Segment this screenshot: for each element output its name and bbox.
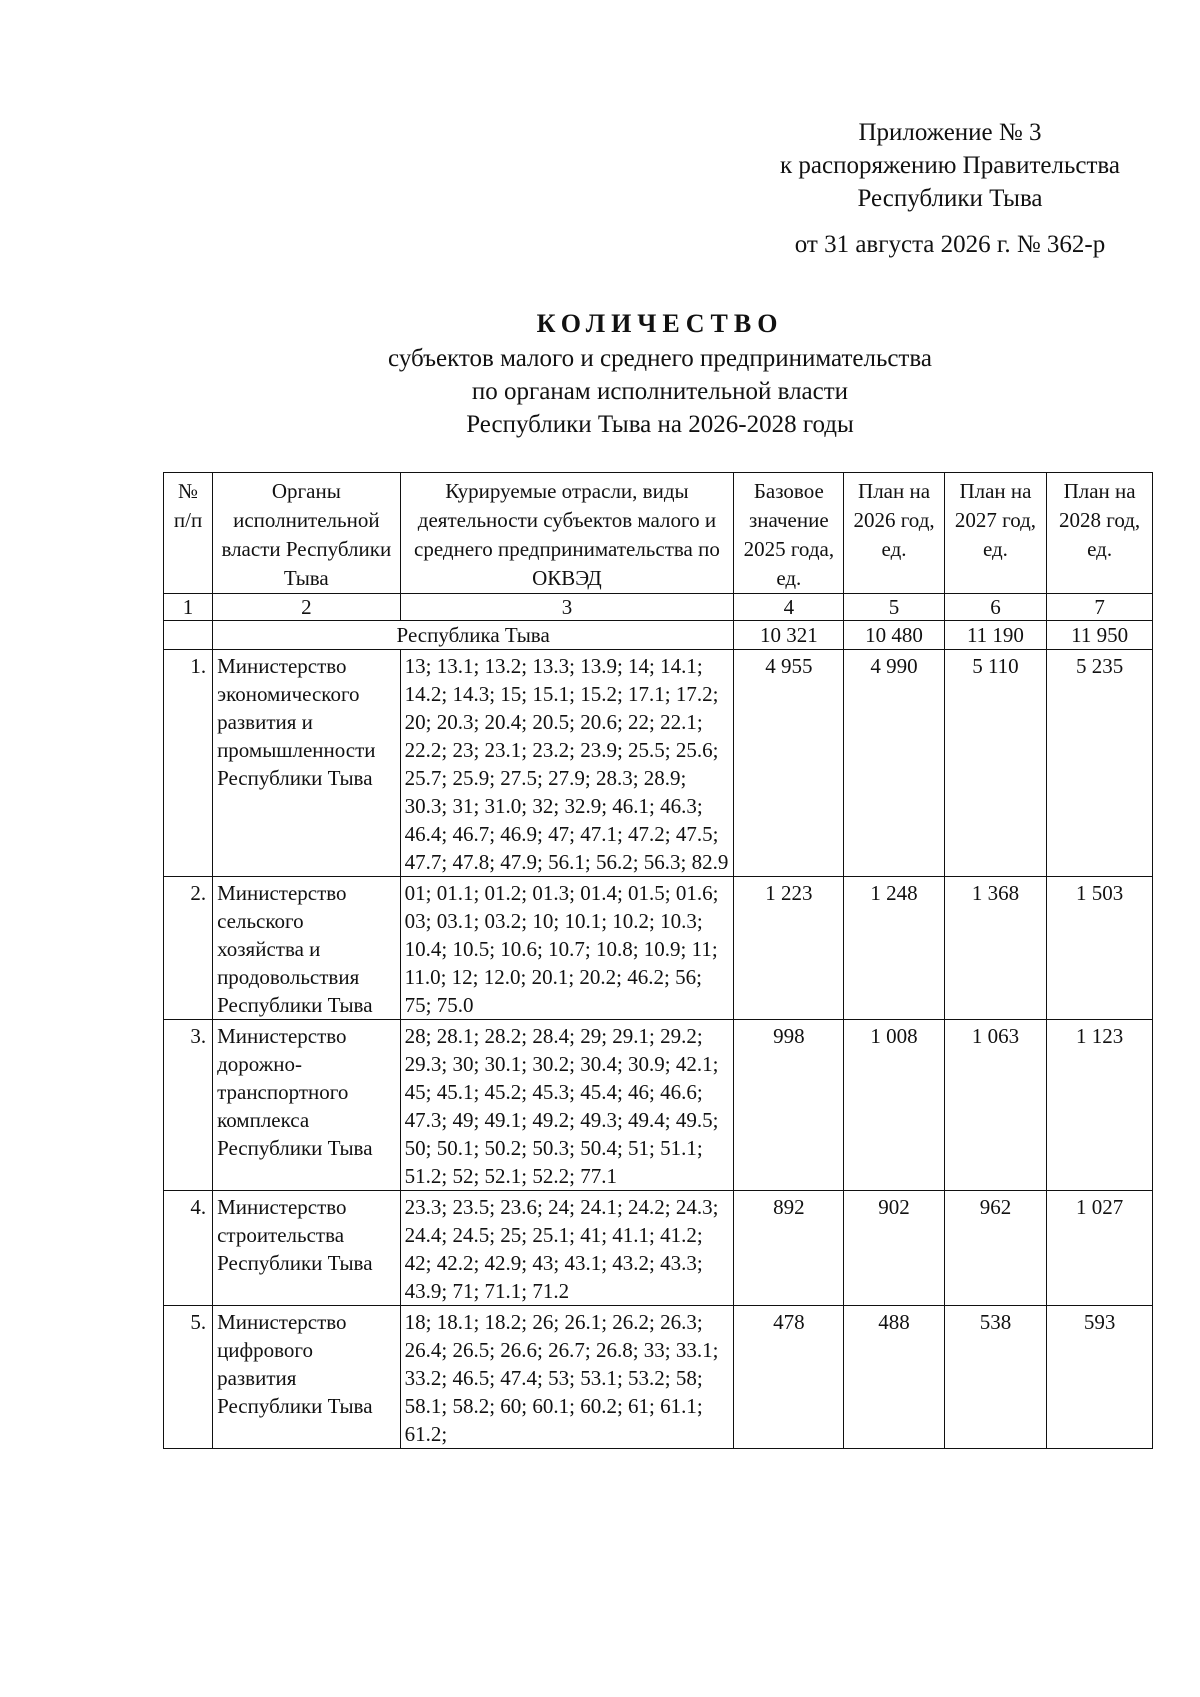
column-number: 2 bbox=[213, 594, 401, 621]
table-row bbox=[164, 650, 1153, 877]
organ-name: Министерство строительства Республики Тыва bbox=[213, 1191, 401, 1306]
column-number: 3 bbox=[400, 594, 734, 621]
header-base-2025: Базовое значение 2025 года, ед. bbox=[734, 473, 844, 594]
plan-2027: 538 bbox=[944, 1306, 1046, 1449]
total-plan-2027: 11 190 bbox=[944, 621, 1046, 650]
header-organ: Органы исполнительной власти Республики Тыва bbox=[213, 473, 401, 594]
table-row bbox=[164, 877, 1153, 1020]
table-row bbox=[164, 1020, 1153, 1191]
table-header-row bbox=[164, 473, 1153, 594]
row-number: 3. bbox=[164, 1020, 213, 1191]
plan-2028: 593 bbox=[1047, 1306, 1153, 1449]
title-main: КОЛИЧЕСТВО bbox=[536, 309, 784, 338]
total-row bbox=[164, 621, 1153, 650]
plan-2028: 1 123 bbox=[1047, 1020, 1153, 1191]
total-plan-2026: 10 480 bbox=[844, 621, 944, 650]
header-plan-2026: План на 2026 год, ед. bbox=[844, 473, 944, 594]
table-row bbox=[164, 1191, 1153, 1306]
appendix-order-ref: к распоряжению Правительства bbox=[779, 152, 1120, 179]
okved-codes: 13; 13.1; 13.2; 13.3; 13.9; 14; 14.1; 14.2; 14.3; 15; 15.1; 15.2; 17.1; 17.2; 20; 20.3; 20.4; 20.5; 20.6; 22; 22.1; 22.2; 23; 23.1; 23.2; 23.9; 25.5; 25.6; 25.7; 25.9; 27.5; 27.9; 28.3; 28.9; 30.3; 31; 31.0; 32; 32.9; 46.1; 46.3; 46.4; 46.7; 46.9; 47; 47.1; 47.2; 47.5; 47.7; 47.8; 47.9; 56.1; 56.2; 56.3; 82.9 bbox=[400, 650, 734, 877]
plan-2027: 5 110 bbox=[944, 650, 1046, 877]
document-title bbox=[250, 307, 1070, 441]
okved-codes: 28; 28.1; 28.2; 28.4; 29; 29.1; 29.2; 29.3; 30; 30.1; 30.2; 30.4; 30.9; 42.1; 45; 45.1; 45.2; 45.3; 45.4; 46; 46.6; 47.3; 49; 49.1; 49.2; 49.3; 49.4; 49.5; 50; 50.1; 50.2; 50.3; 50.4; 51; 51.1; 51.2; 52; 52.1; 52.2; 77.1 bbox=[400, 1020, 734, 1191]
organ-name: Министерство дорожно-транспортного комплекса Республики Тыва bbox=[213, 1020, 401, 1191]
row-number: 1. bbox=[164, 650, 213, 877]
total-label: Республика Тыва bbox=[213, 621, 734, 650]
title-line-2: по органам исполнительной власти bbox=[471, 378, 849, 405]
organ-name: Министерство цифрового развития Республики Тыва bbox=[213, 1306, 401, 1449]
plan-2026: 488 bbox=[844, 1306, 944, 1449]
column-number: 4 bbox=[734, 594, 844, 621]
plan-2027: 1 368 bbox=[944, 877, 1046, 1020]
plan-2027: 962 bbox=[944, 1191, 1046, 1306]
row-number: 4. bbox=[164, 1191, 213, 1306]
base-value: 478 bbox=[734, 1306, 844, 1449]
row-number: 5. bbox=[164, 1306, 213, 1449]
okved-codes: 18; 18.1; 18.2; 26; 26.1; 26.2; 26.3; 26.4; 26.5; 26.6; 26.7; 26.8; 33; 33.1; 33.2; 46.5; 47.4; 53; 53.1; 53.2; 58; 58.1; 58.2; 60; 60.1; 60.2; 61; 61.1; 61.2; bbox=[400, 1306, 734, 1449]
header-plan-2028: План на 2028 год, ед. bbox=[1047, 473, 1153, 594]
base-value: 892 bbox=[734, 1191, 844, 1306]
total-plan-2028: 11 950 bbox=[1047, 621, 1153, 650]
column-number-row bbox=[164, 594, 1153, 621]
plan-2028: 5 235 bbox=[1047, 650, 1153, 877]
organ-name: Министерство сельского хозяйства и продовольствия Республики Тыва bbox=[213, 877, 401, 1020]
plan-2026: 902 bbox=[844, 1191, 944, 1306]
plan-2026: 1 008 bbox=[844, 1020, 944, 1191]
sme-count-table bbox=[163, 472, 1153, 1449]
header-activities: Курируемые отрасли, виды деятельности субъектов малого и среднего предпринимательства по ОКВЭД bbox=[400, 473, 734, 594]
column-number: 6 bbox=[944, 594, 1046, 621]
appendix-republic: Республики Тыва bbox=[857, 185, 1043, 212]
table-row bbox=[164, 1306, 1153, 1449]
plan-2028: 1 503 bbox=[1047, 877, 1153, 1020]
total-base: 10 321 bbox=[734, 621, 844, 650]
base-value: 1 223 bbox=[734, 877, 844, 1020]
plan-2028: 1 027 bbox=[1047, 1191, 1153, 1306]
header-number: № п/п bbox=[164, 473, 213, 594]
okved-codes: 23.3; 23.5; 23.6; 24; 24.1; 24.2; 24.3; 24.4; 24.5; 25; 25.1; 41; 41.1; 41.2; 42; 42.2; 42.9; 43; 43.1; 43.2; 43.3; 43.9; 71; 71.1; 71.2 bbox=[400, 1191, 734, 1306]
base-value: 998 bbox=[734, 1020, 844, 1191]
title-line-3: Республики Тыва на 2026-2028 годы bbox=[466, 411, 854, 438]
column-number: 1 bbox=[164, 594, 213, 621]
header-plan-2027: План на 2027 год, ед. bbox=[944, 473, 1046, 594]
base-value: 4 955 bbox=[734, 650, 844, 877]
appendix-date: от 31 августа 2026 г. № 362-р bbox=[794, 231, 1106, 258]
column-number: 7 bbox=[1047, 594, 1153, 621]
plan-2026: 4 990 bbox=[844, 650, 944, 877]
column-number: 5 bbox=[844, 594, 944, 621]
organ-name: Министерство экономического развития и промышленности Республики Тыва bbox=[213, 650, 401, 877]
total-empty-cell bbox=[164, 621, 213, 650]
plan-2026: 1 248 bbox=[844, 877, 944, 1020]
row-number: 2. bbox=[164, 877, 213, 1020]
appendix-number: Приложение № 3 bbox=[858, 119, 1042, 146]
title-line-1: субъектов малого и среднего предпринимательства bbox=[388, 345, 932, 372]
appendix-header bbox=[740, 116, 1160, 261]
plan-2027: 1 063 bbox=[944, 1020, 1046, 1191]
okved-codes: 01; 01.1; 01.2; 01.3; 01.4; 01.5; 01.6; 03; 03.1; 03.2; 10; 10.1; 10.2; 10.3; 10.4; 10.5; 10.6; 10.7; 10.8; 10.9; 11; 11.0; 12; 12.0; 20.1; 20.2; 46.2; 56; 75; 75.0 bbox=[400, 877, 734, 1020]
